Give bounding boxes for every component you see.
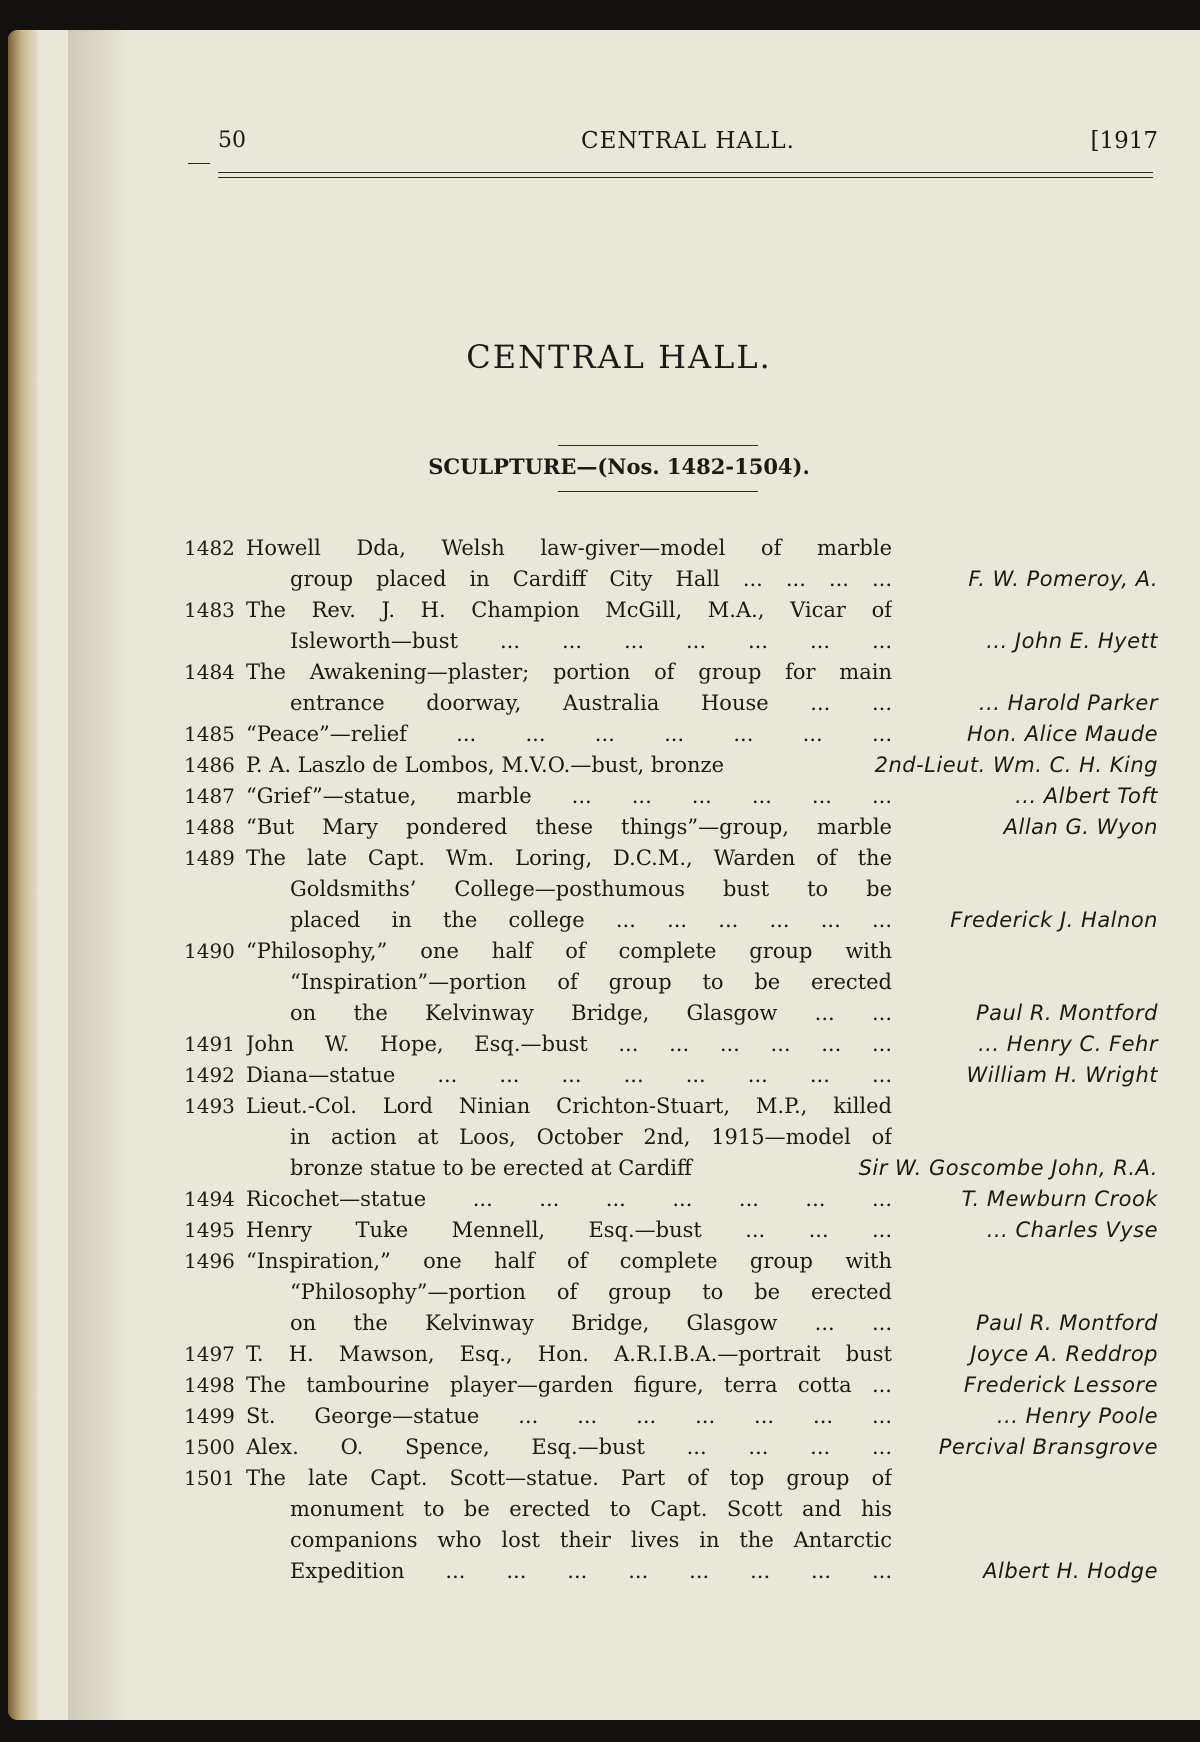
entry-artist: ... Henry Poole [996,1404,1158,1428]
entry-line [38,564,1198,595]
entry-description: Lieut.-Col. Lord Ninian Crichton-Stuart, M.P., killed [246,1094,892,1118]
entry-description: “Peace”—relief ... ... ... ... ... ... ... [246,722,892,746]
entry-artist: Joyce A. Reddrop [970,1342,1158,1366]
page-binding-edge [8,30,38,1720]
entry-number: 1485 [184,722,235,746]
entry-description: entrance doorway, Australia House ... ... [290,691,892,715]
entry-artist: 2nd-Lieut. Wm. C. H. King [874,753,1158,777]
entry-description: on the Kelvinway Bridge, Glasgow ... ... [290,1001,892,1025]
entry-line [38,1401,1198,1432]
header-rule-top [218,172,1153,173]
entry-number: 1484 [184,660,235,684]
entry-description: group placed in Cardiff City Hall ... ... ... ... [290,567,892,591]
entry-line [38,1215,1198,1246]
entry-line [38,719,1198,750]
entry-description: monument to be erected to Capt. Scott and his [290,1497,892,1521]
entry-artist: F. W. Pomeroy, A. [968,567,1158,591]
page-number: 50 [218,128,246,153]
entry-number: 1491 [184,1032,235,1056]
entry-line [38,626,1198,657]
running-head [218,128,1158,168]
entry-line [38,1370,1198,1401]
entry-description: companions who lost their lives in the Antarctic [290,1528,892,1552]
entry-line [38,1153,1198,1184]
entry-line [38,1463,1198,1494]
catalogue-entry [38,1029,1198,1060]
entry-number: 1486 [184,753,235,777]
catalogue-entry [38,750,1198,781]
entry-description: Alex. O. Spence, Esq.—bust ... ... ... ... [246,1435,892,1459]
entry-number: 1500 [184,1435,235,1459]
entry-description: Isleworth—bust ... ... ... ... ... ... ... [290,629,892,653]
entry-number: 1487 [184,784,235,808]
entry-line [38,533,1198,564]
page-content [38,30,1200,1720]
entry-number: 1495 [184,1218,235,1242]
catalogue-entry [38,781,1198,812]
entry-artist: Frederick Lessore [963,1373,1158,1397]
entry-description: The Awakening—plaster; portion of group for main [246,660,892,684]
entry-line [38,1060,1198,1091]
catalogue-entry [38,595,1198,657]
catalogue-entry [38,1463,1198,1587]
entry-description: Henry Tuke Mennell, Esq.—bust ... ... ... [246,1218,892,1242]
entry-line [38,998,1198,1029]
entry-artist: ... John E. Hyett [986,629,1158,653]
entry-number: 1493 [184,1094,235,1118]
entry-description: Goldsmiths’ College—posthumous bust to be [290,877,892,901]
entry-description: T. H. Mawson, Esq., Hon. A.R.I.B.A.—portrait bust [246,1342,892,1366]
entry-line [38,1029,1198,1060]
entry-description: placed in the college ... ... ... ... ... ... [290,908,892,932]
catalogue-entry [38,719,1198,750]
entry-description: “Grief”—statue, marble ... ... ... ... ... ... [246,784,892,808]
entry-artist: ... Harold Parker [978,691,1158,715]
subtitle-rule-top [558,445,758,446]
catalogue-entry [38,812,1198,843]
entry-line [38,874,1198,905]
entry-artist: T. Mewburn Crook [961,1187,1158,1211]
entry-line [38,657,1198,688]
catalogue-entry [38,657,1198,719]
entry-description: “Philosophy,” one half of complete group with [246,939,892,963]
catalogue-entry [38,1184,1198,1215]
entry-line [38,1494,1198,1525]
entry-artist: ... Charles Vyse [986,1218,1158,1242]
entry-line [38,905,1198,936]
entry-line [38,812,1198,843]
entry-description: The Rev. J. H. Champion McGill, M.A., Vicar of [246,598,892,622]
entry-description: bronze statue to be erected at Cardiff [290,1156,692,1180]
entry-artist: Albert H. Hodge [983,1559,1158,1583]
entry-line [38,967,1198,998]
entry-artist: Hon. Alice Maude [966,722,1158,746]
entry-artist: Allan G. Wyon [1003,815,1158,839]
entry-line [38,1122,1198,1153]
catalogue-entry [38,843,1198,936]
entry-description: “But Mary pondered these things”—group, marble [246,815,892,839]
catalogue-entries [38,533,1198,1587]
entry-number: 1490 [184,939,235,963]
entry-description: St. George—statue ... ... ... ... ... ... ... [246,1404,892,1428]
entry-description: Diana—statue ... ... ... ... ... ... ... ... [246,1063,892,1087]
entry-number: 1497 [184,1342,235,1366]
entry-description: in action at Loos, October 2nd, 1915—model of [290,1125,892,1149]
entry-artist: Percival Bransgrove [938,1435,1158,1459]
entry-number: 1501 [184,1466,235,1490]
entry-line [38,936,1198,967]
entry-number: 1483 [184,598,235,622]
catalogue-entry [38,936,1198,1029]
entry-description: The late Capt. Wm. Loring, D.C.M., Warden of the [246,846,892,870]
entry-line [38,781,1198,812]
catalogue-entry [38,1246,1198,1339]
section-title: CENTRAL HALL. [466,338,772,376]
catalogue-entry [38,1215,1198,1246]
entry-description: “Inspiration,” one half of complete group with [246,1249,892,1273]
running-title: CENTRAL HALL. [581,128,795,154]
entry-description: The late Capt. Scott—statue. Part of top group of [246,1466,892,1490]
entry-line [38,1308,1198,1339]
entry-number: 1496 [184,1249,235,1273]
entry-description: on the Kelvinway Bridge, Glasgow ... ... [290,1311,892,1335]
entry-line [38,595,1198,626]
entry-description: “Inspiration”—portion of group to be erected [290,970,892,994]
catalogue-entry [38,1339,1198,1370]
entry-description: “Philosophy”—portion of group to be erected [290,1280,892,1304]
entry-number: 1494 [184,1187,235,1211]
page-number-rule [188,163,210,164]
entry-line [38,1432,1198,1463]
catalogue-entry [38,1401,1198,1432]
entry-artist: ... Albert Toft [1015,784,1158,808]
entry-description: Ricochet—statue ... ... ... ... ... ... ... [246,1187,892,1211]
entry-line [38,1246,1198,1277]
entry-line [38,1091,1198,1122]
entry-artist: Paul R. Montford [975,1001,1158,1025]
entry-description: Expedition ... ... ... ... ... ... ... ... [290,1559,892,1583]
catalogue-entry [38,1432,1198,1463]
entry-description: John W. Hope, Esq.—bust ... ... ... ... ... ... [246,1032,892,1056]
entry-description: Howell Dda, Welsh law-giver—model of marble [246,536,892,560]
entry-description: P. A. Laszlo de Lombos, M.V.O.—bust, bronze [246,753,725,777]
entry-artist: Frederick J. Halnon [950,908,1158,932]
section-subtitle: SCULPTURE—(Nos. 1482-1504). [428,454,810,479]
subtitle-rule-bottom [558,491,758,492]
entry-artist: ... Henry C. Fehr [978,1032,1158,1056]
entry-number: 1489 [184,846,235,870]
entry-line [38,1556,1198,1587]
running-year: [1917 [1090,128,1158,154]
catalogue-entry [38,1060,1198,1091]
entry-line [38,750,1198,781]
book-page [8,30,1200,1720]
entry-line [38,1339,1198,1370]
header-rule-bottom [218,177,1153,178]
entry-artist: Sir W. Goscombe John, R.A. [858,1156,1158,1180]
entry-number: 1492 [184,1063,235,1087]
entry-number: 1488 [184,815,235,839]
entry-line [38,843,1198,874]
catalogue-entry [38,1370,1198,1401]
entry-line [38,1184,1198,1215]
entry-number: 1482 [184,536,235,560]
catalogue-entry [38,1091,1198,1184]
entry-artist: Paul R. Montford [975,1311,1158,1335]
entry-line [38,1277,1198,1308]
entry-line [38,688,1198,719]
entry-number: 1499 [184,1404,235,1428]
entry-number: 1498 [184,1373,235,1397]
entry-artist: William H. Wright [966,1063,1158,1087]
entry-line [38,1525,1198,1556]
entry-description: The tambourine player—garden figure, terra cotta ... [246,1373,892,1397]
catalogue-entry [38,533,1198,595]
